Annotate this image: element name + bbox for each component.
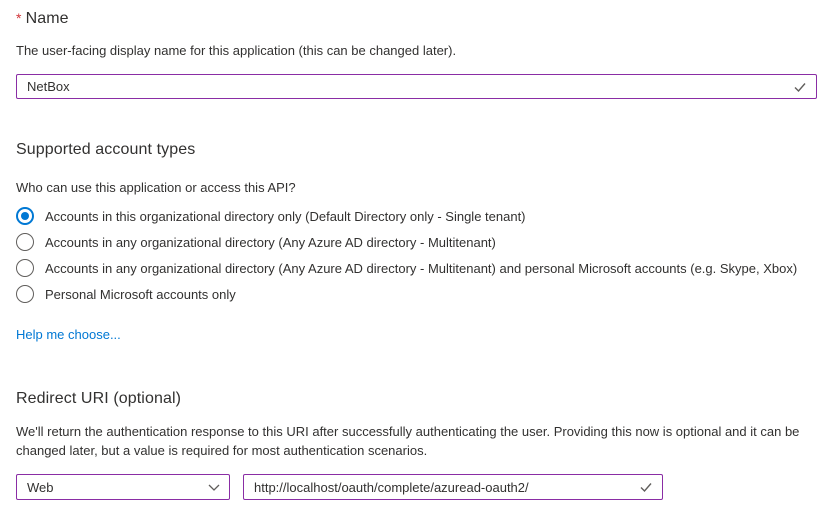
chevron-down-icon: [207, 480, 221, 494]
radio-icon[interactable]: [16, 207, 34, 225]
radio-personal-only[interactable]: [16, 284, 236, 304]
platform-select[interactable]: [16, 474, 230, 500]
radio-icon[interactable]: [16, 233, 34, 251]
redirect-uri-title: Redirect URI (optional): [16, 390, 182, 407]
radio-multitenant-personal[interactable]: [16, 258, 797, 278]
redirect-uri-value: http://localhost/oauth/complete/azuread-oauth2/: [254, 479, 529, 495]
name-input-value: NetBox: [27, 79, 70, 94]
help-me-choose-link[interactable]: Help me choose...: [16, 327, 121, 342]
redirect-uri-description: We'll return the authentication response to this URI after successfully authenticating the user. Providing this now is optional and it can be changed later, but a value is required for most authentication scenarios.: [16, 424, 800, 458]
radio-multitenant[interactable]: [16, 232, 496, 252]
checkmark-icon: [792, 79, 808, 95]
required-marker: *: [16, 10, 22, 26]
radio-icon[interactable]: [16, 285, 34, 303]
name-description: The user-facing display name for this application (this can be changed later).: [16, 43, 457, 58]
redirect-uri-input[interactable]: [243, 474, 663, 500]
name-title-text: Name: [25, 10, 69, 27]
name-section-title: [16, 10, 69, 28]
account-types-question: Who can use this application or access this API?: [16, 180, 296, 195]
radio-icon[interactable]: [16, 259, 34, 277]
platform-select-value: Web: [27, 479, 54, 495]
radio-label: Accounts in any organizational directory (Any Azure AD directory - Multitenant): [45, 234, 496, 250]
radio-label: Accounts in any organizational directory (Any Azure AD directory - Multitenant) and personal Microsoft accounts (e.g. Skype, Xbox): [45, 260, 798, 276]
name-input[interactable]: [16, 74, 817, 99]
radio-label: Accounts in this organizational directory only (Default Directory only - Single tenant): [45, 208, 526, 224]
checkmark-icon: [638, 479, 654, 495]
radio-label: Personal Microsoft accounts only: [45, 286, 236, 302]
account-types-title: Supported account types: [16, 141, 196, 158]
radio-single-tenant[interactable]: [16, 206, 526, 226]
